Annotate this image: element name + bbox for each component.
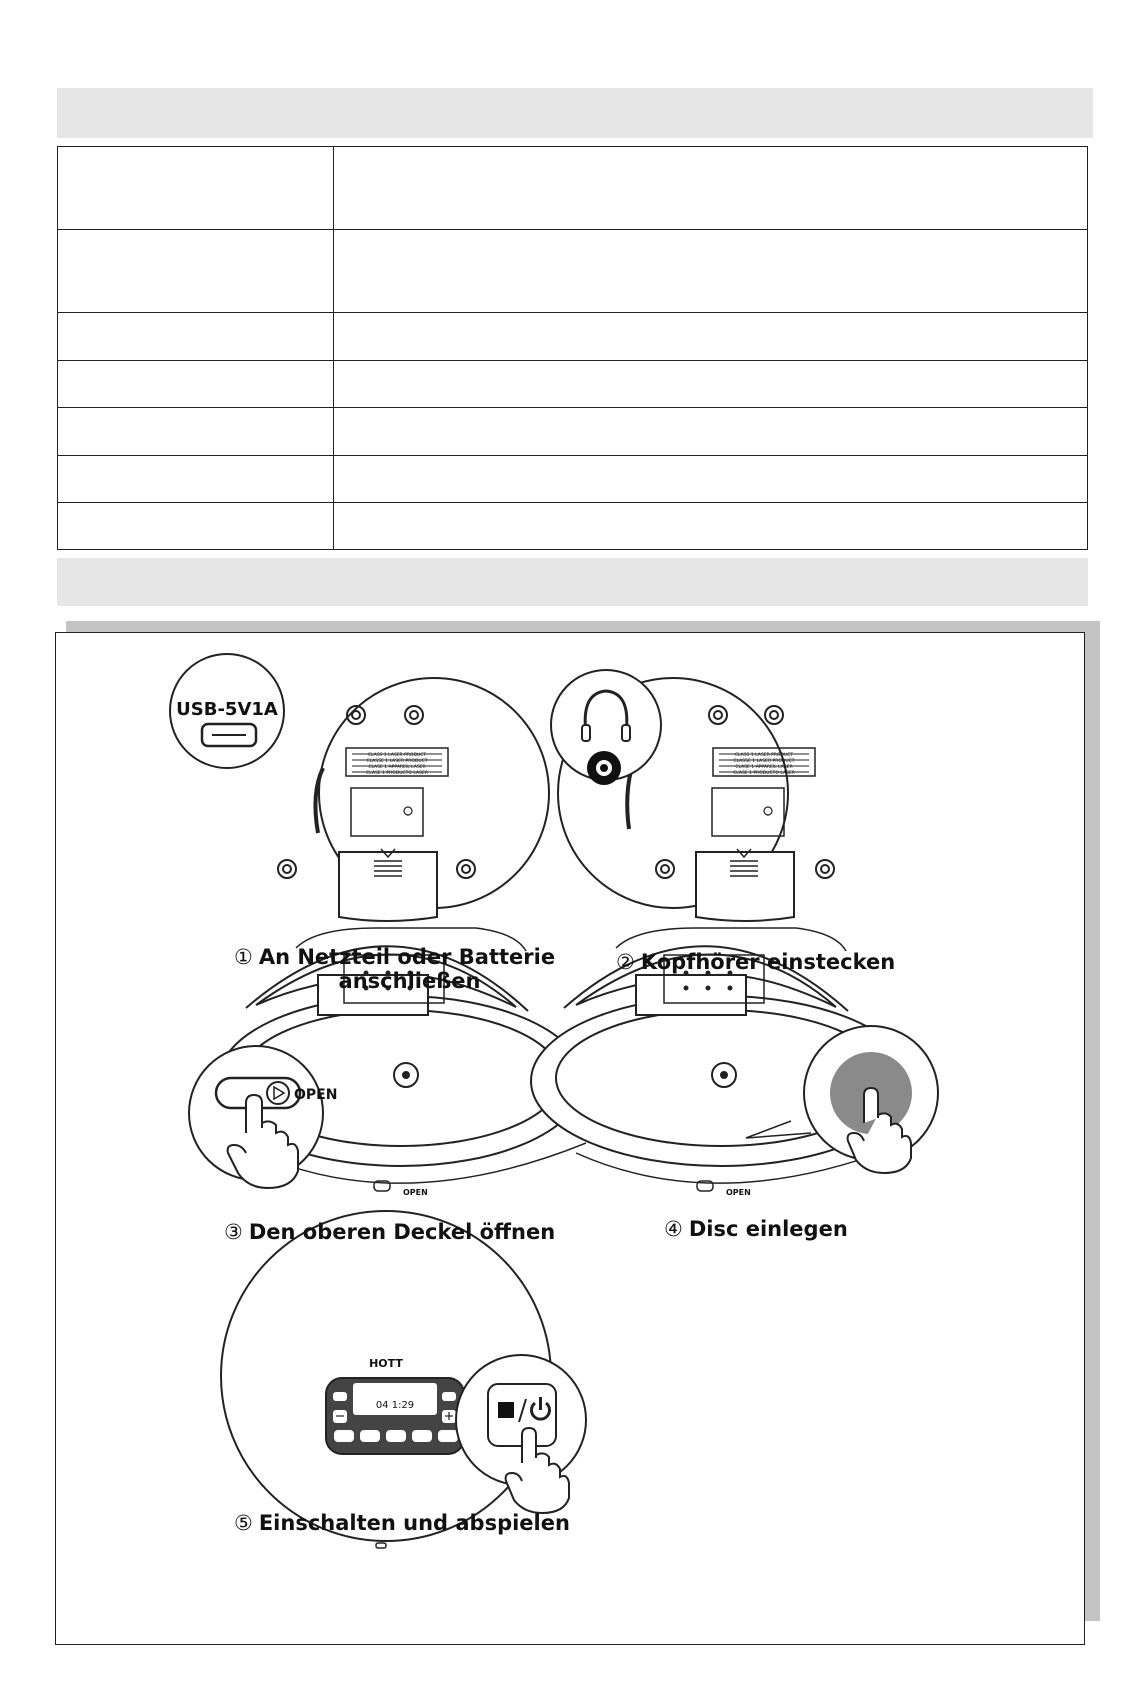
table-row <box>58 408 1088 456</box>
spec-table <box>57 146 1088 550</box>
step-title: Einschalten und abspielen <box>258 1511 570 1535</box>
laser-line: CLASSE 1 LASER PRODUCT <box>366 759 428 764</box>
step-4-caption <box>664 1217 848 1241</box>
quick-start-guide <box>55 632 1085 1645</box>
lcd-reading: 04 1:29 <box>375 1400 415 1411</box>
laser-line: CLASS 1 LASER PRODUCT <box>734 753 794 758</box>
brand-logo: HOTT <box>369 1357 403 1370</box>
spec-label <box>58 147 334 230</box>
step-number: ⑤ <box>234 1511 253 1535</box>
laser-line: CLASSE 1 LASER PRODUCT <box>733 759 795 764</box>
step-number: ④ <box>664 1217 683 1241</box>
spec-label <box>58 361 334 408</box>
step-number: ① <box>234 945 253 969</box>
guide-illustrations <box>56 633 1086 1646</box>
table-row <box>58 313 1088 361</box>
step-title: Den oberen Deckel öffnen <box>248 1220 556 1244</box>
step-5-caption <box>234 1511 570 1535</box>
spec-value <box>334 456 1088 503</box>
step-2-caption <box>616 950 895 974</box>
laser-line: CLASS 1 LASER PRODUCT <box>367 753 427 758</box>
table-row <box>58 456 1088 503</box>
laser-line: CLASE 1 APPAREIL LASER <box>368 765 426 770</box>
spec-value <box>334 361 1088 408</box>
section-header-band-top <box>57 88 1093 138</box>
spec-value <box>334 313 1088 361</box>
usb-label: USB-5V1A <box>176 699 278 720</box>
spec-value <box>334 408 1088 456</box>
step-title: Disc einlegen <box>688 1217 848 1241</box>
spec-value <box>334 147 1088 230</box>
table-row <box>58 361 1088 408</box>
spec-label <box>58 456 334 503</box>
device-back-illustration-1 <box>278 678 549 921</box>
open-label-device-2: OPEN <box>726 1188 751 1197</box>
section-header-band-bottom <box>57 558 1088 606</box>
open-label-callout: OPEN <box>294 1087 338 1103</box>
spec-value <box>334 503 1088 550</box>
step-title-line2: anschließen <box>338 969 481 993</box>
step-title: Kopfhörer einstecken <box>640 950 896 974</box>
spec-label <box>58 408 334 456</box>
open-button-callout <box>189 1046 323 1188</box>
laser-line: CLASE 1 APPAREIL LASER <box>735 765 793 770</box>
laser-line: CLASE 1 PRODUCTO LASER <box>733 771 795 776</box>
spec-label <box>58 503 334 550</box>
step-3-caption <box>224 1220 555 1244</box>
table-row <box>58 503 1088 550</box>
step-title: An Netzteil oder Batterie <box>258 945 556 969</box>
step-1-caption <box>234 945 555 993</box>
step-number: ② <box>616 950 635 974</box>
spec-label <box>58 313 334 361</box>
open-label-device-1: OPEN <box>403 1188 428 1197</box>
laser-line: CLASE 1 PRODUCTO LASER <box>366 771 428 776</box>
step-number: ③ <box>224 1220 243 1244</box>
stop-icon <box>498 1402 514 1418</box>
table-row <box>58 230 1088 313</box>
table-row <box>58 147 1088 230</box>
spec-label <box>58 230 334 313</box>
spec-value <box>334 230 1088 313</box>
